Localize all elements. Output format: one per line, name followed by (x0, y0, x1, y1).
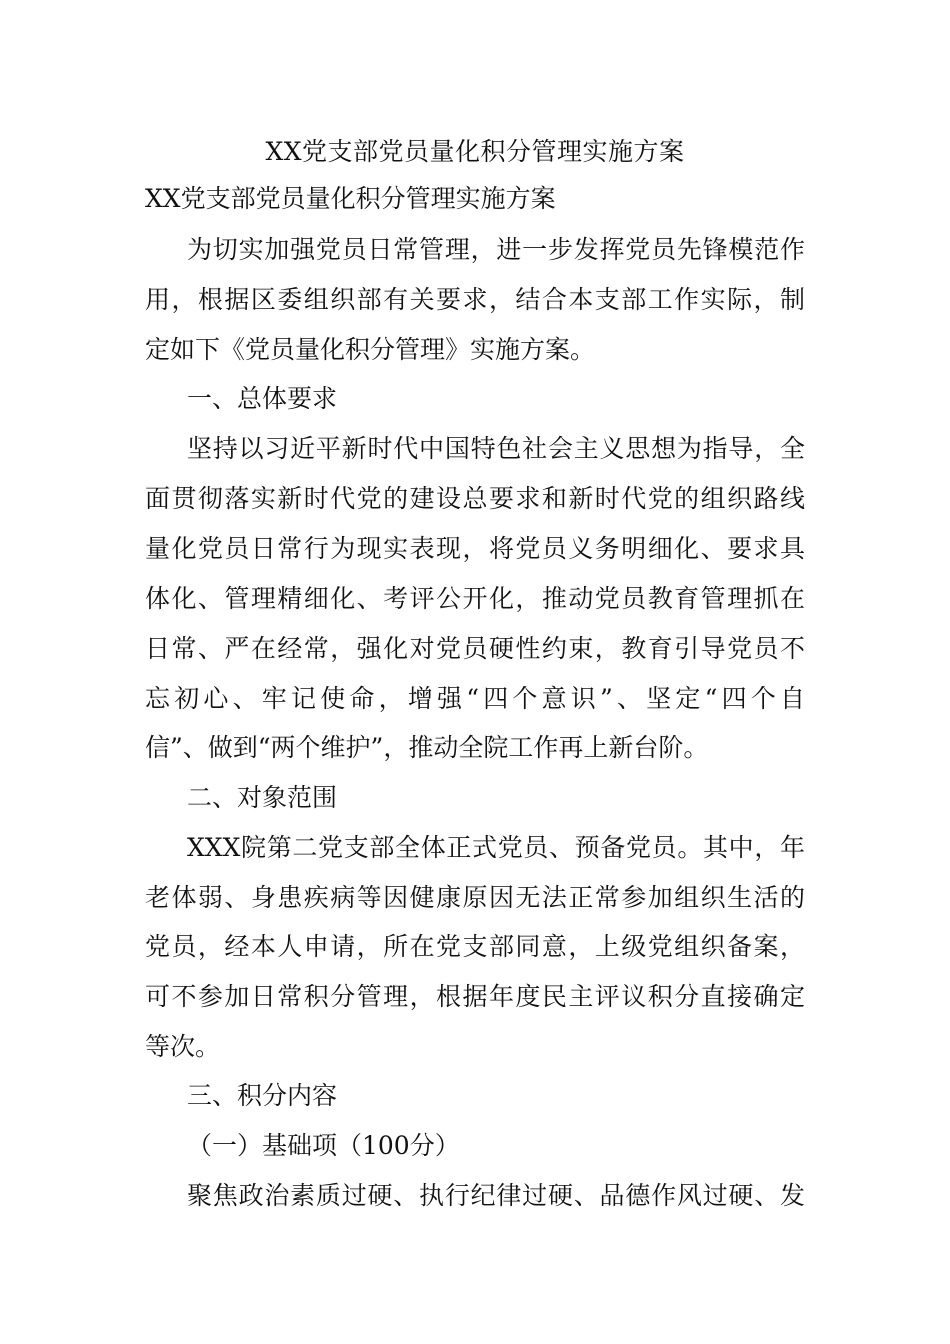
paragraph-line: 可不参加日常积分管理，根据年度民主评议积分直接确定 (145, 982, 805, 1011)
section-heading: 一、总体要求 (187, 384, 338, 413)
paragraph-line: 坚持以习近平新时代中国特色社会主义思想为指导，全 (187, 434, 805, 463)
paragraph-line: 日常、严在经常，强化对党员硬性约束，教育引导党员不 (145, 634, 805, 663)
document-subtitle: XX党支部党员量化积分管理实施方案 (145, 184, 556, 213)
paragraph-line: XXX院第二党支部全体正式党员、预备党员。其中，年 (187, 833, 805, 862)
subsection-heading: （一）基础项（100分） (187, 1131, 460, 1160)
paragraph-line: 党员，经本人申请，所在党支部同意，上级党组织备案， (145, 932, 805, 961)
paragraph-line: 面贯彻落实新时代党的建设总要求和新时代党的组织路线 (145, 484, 805, 513)
intro-line: 用，根据区委组织部有关要求，结合本支部工作实际，制 (145, 285, 805, 314)
section-heading: 二、对象范围 (187, 783, 338, 812)
document-title: XX党支部党员量化积分管理实施方案 (265, 137, 685, 166)
section-heading: 三、积分内容 (187, 1081, 338, 1110)
intro-line: 定如下《党员量化积分管理》实施方案。 (145, 335, 596, 364)
paragraph-line: 等次。 (145, 1032, 221, 1061)
intro-line: 为切实加强党员日常管理，进一步发挥党员先锋模范作 (187, 235, 805, 264)
paragraph-line: 量化党员日常行为现实表现，将党员义务明细化、要求具 (145, 534, 805, 563)
paragraph-line: 聚焦政治素质过硬、执行纪律过硬、品德作风过硬、发 (187, 1181, 805, 1210)
paragraph-line: 信”、做到“两个维护”，推动全院工作再上新台阶。 (145, 733, 709, 762)
paragraph-line: 体化、管理精细化、考评公开化，推动党员教育管理抓在 (145, 584, 805, 613)
paragraph-line: 忘初心、牢记使命，增强“四个意识”、坚定“四个自 (145, 684, 805, 713)
paragraph-line: 老体弱、身患疾病等因健康原因无法正常参加组织生活的 (145, 883, 805, 912)
